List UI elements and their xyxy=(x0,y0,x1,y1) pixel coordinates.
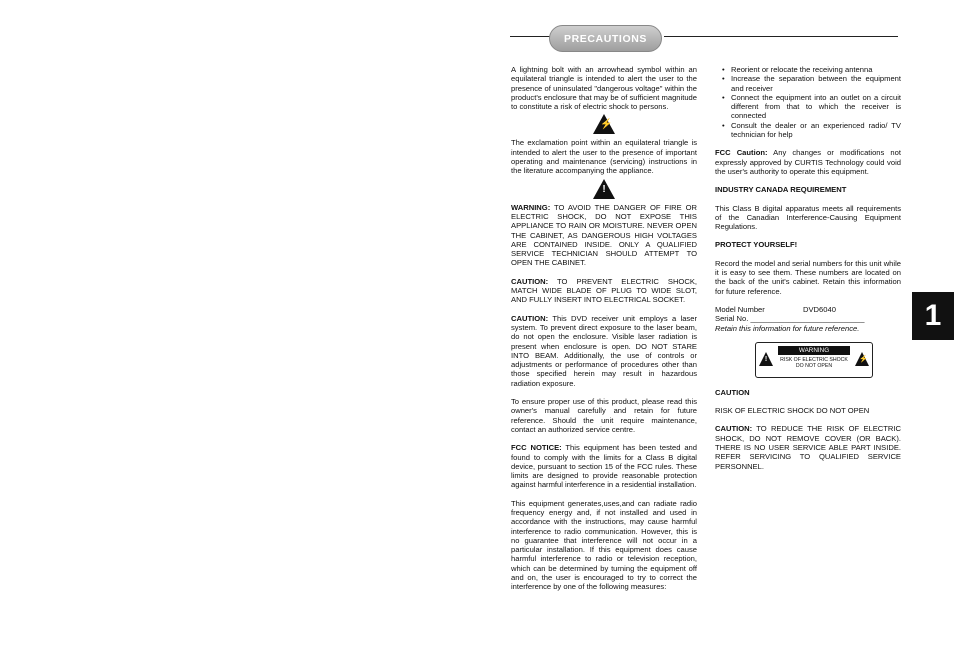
caution-cover-paragraph xyxy=(715,424,901,470)
warning-paragraph xyxy=(511,203,697,268)
lightning-symbol-row xyxy=(511,114,697,134)
exclamation-triangle-icon: ! xyxy=(759,352,773,366)
fcc-caution-label: FCC Caution: xyxy=(715,148,768,158)
caution-plug-label: CAUTION: xyxy=(511,276,549,286)
industry-canada-text: This Class B digital apparatus meets all requirements of the Canadian Interference-Causing Equipment Regulations. xyxy=(715,203,901,232)
radio-interference-paragraph: This equipment generates,uses,and can radiate radio frequency energy and, if not installed and used in accordance with the instructions, may cause harmful interference to radio communication. However, this is no guarantee that interference will not occur in a particular installation. If this equipment does cause harmful interference to radio or television reception, which can be determined by turning the equipment off and on, the user is encouraged to try to correct the interference by one of the following measures: xyxy=(511,498,697,592)
fcc-notice-paragraph xyxy=(511,443,697,489)
list-item: • Connect the equipment into an outlet on a circuit different from that to which the receiver is connected xyxy=(715,93,901,121)
list-item: • Increase the separation between the equipment and receiver xyxy=(715,74,901,93)
lightning-symbol-paragraph: A lightning bolt with an arrowhead symbol within an equilateral triangle is intended to alert the user to the presence of uninsulated "dangerous voltage" within the product's enclosure that may be of sufficient magnitude to constitute a risk of electric shock to persons. xyxy=(511,65,697,112)
warnbox-text: RISK OF ELECTRIC SHOCK DO NOT OPEN xyxy=(780,356,848,369)
exclamation-triangle-icon: ! xyxy=(593,179,615,199)
exclamation-symbol-row xyxy=(511,179,697,199)
caution-cover-text: TO REDUCE THE RISK OF ELECTRIC SHOCK, DO NOT REMOVE COVER (OR BACK). THERE IS NO USER SERVICE ABLE PART INSIDE. REFER SERVICING TO QUALIFIED SERVICE PERSONNEL. xyxy=(715,424,901,471)
right-column xyxy=(715,65,901,480)
warning-text: TO AVOID THE DANGER OF FIRE OR ELECTRIC SHOCK, DO NOT EXPOSE THIS APPLIANCE TO RAIN OR MOISTURE. NEVER OPEN THE CABINET, AS DANGEROUS HIGH VOLTAGES ARE CONTAINED INSIDE. ONLY A QUALIFIED SERVICE TECHNICIAN SHOULD ATTEMPT TO OPEN THE CABINET. xyxy=(511,202,697,268)
retain-note: Retain this information for future reference. xyxy=(715,323,860,333)
lightning-triangle-icon: ⚡ xyxy=(593,114,615,134)
caution-laser-paragraph xyxy=(511,314,697,388)
list-item: • Reorient or relocate the receiving antenna xyxy=(715,65,901,74)
model-number-label: Model Number xyxy=(715,304,765,314)
caution-plug-paragraph xyxy=(511,277,697,305)
model-number-row xyxy=(715,305,901,314)
fcc-caution-text: Any changes or modifications not expressly approved by CURTIS Technology could void the user's authority to operate this equipment. xyxy=(715,148,901,176)
section-title: PRECAUTIONS xyxy=(549,25,662,52)
caution-laser-text: This DVD receiver unit employs a laser system. To prevent direct exposure to the laser beam, do not open the enclosure. Visible laser radiation is present when enclosure is open. DO NOT STARE INTO BEAM. Additionally, the use of controls or adjustments or performance of procedures other than those specified herein may result in hazardous radiation exposure. xyxy=(511,313,697,388)
fcc-notice-text: This equipment has been tested and found to comply with the limits for a Class B digital device, pursuant to section 15 of the FCC rules. These limits are designed to provide reasonable protection against harmful interference in a residential installation. xyxy=(511,443,697,490)
warnbox-title: WARNING xyxy=(778,346,850,355)
model-number-value: DVD6040 xyxy=(803,304,836,314)
left-column xyxy=(511,65,697,601)
caution-plug-text: TO PREVENT ELECTRIC SHOCK, MATCH WIDE BLADE OF PLUG TO WIDE SLOT, AND FULLY INSERT INTO ELECTRICAL SOCKET. xyxy=(511,276,697,305)
lightning-triangle-icon: ⚡ xyxy=(855,352,869,366)
caution-heading: CAUTION xyxy=(715,387,750,397)
caution-shock-text: RISK OF ELECTRIC SHOCK DO NOT OPEN xyxy=(715,406,870,416)
protect-yourself-heading: PROTECT YOURSELF! xyxy=(715,240,798,250)
warning-label-graphic xyxy=(755,342,873,378)
industry-canada-heading: INDUSTRY CANADA REQUIREMENT xyxy=(715,185,847,195)
header-rule-left xyxy=(510,36,550,37)
fcc-notice-label: FCC NOTICE: xyxy=(511,443,562,453)
header-rule-right xyxy=(664,36,898,37)
fcc-caution-paragraph xyxy=(715,148,901,176)
proper-use-paragraph: To ensure proper use of this product, please read this owner's manual carefully and retain for future reference. Should the unit require maintenance, contact an authorized service centre. xyxy=(511,397,697,434)
serial-number-line: Serial No. ___________________________ xyxy=(715,314,865,324)
caution-cover-label: CAUTION: xyxy=(715,424,753,434)
exclamation-symbol-paragraph: The exclamation point within an equilateral triangle is intended to alert the user to the presence of important operating and maintenance (servicing) instructions in the literature accompanying the appliance. xyxy=(511,138,697,176)
list-item: • Consult the dealer or an experienced radio/ TV technician for help xyxy=(715,121,901,140)
protect-yourself-text: Record the model and serial numbers for this unit while it is easy to see them. These numbers are located on the back of the unit's cabinet. Retain this information for future reference. xyxy=(715,258,901,296)
measures-list xyxy=(715,65,901,139)
caution-laser-label: CAUTION: xyxy=(511,313,549,323)
page-number-tab: 1 xyxy=(912,292,954,340)
warning-label: WARNING: xyxy=(511,202,551,212)
